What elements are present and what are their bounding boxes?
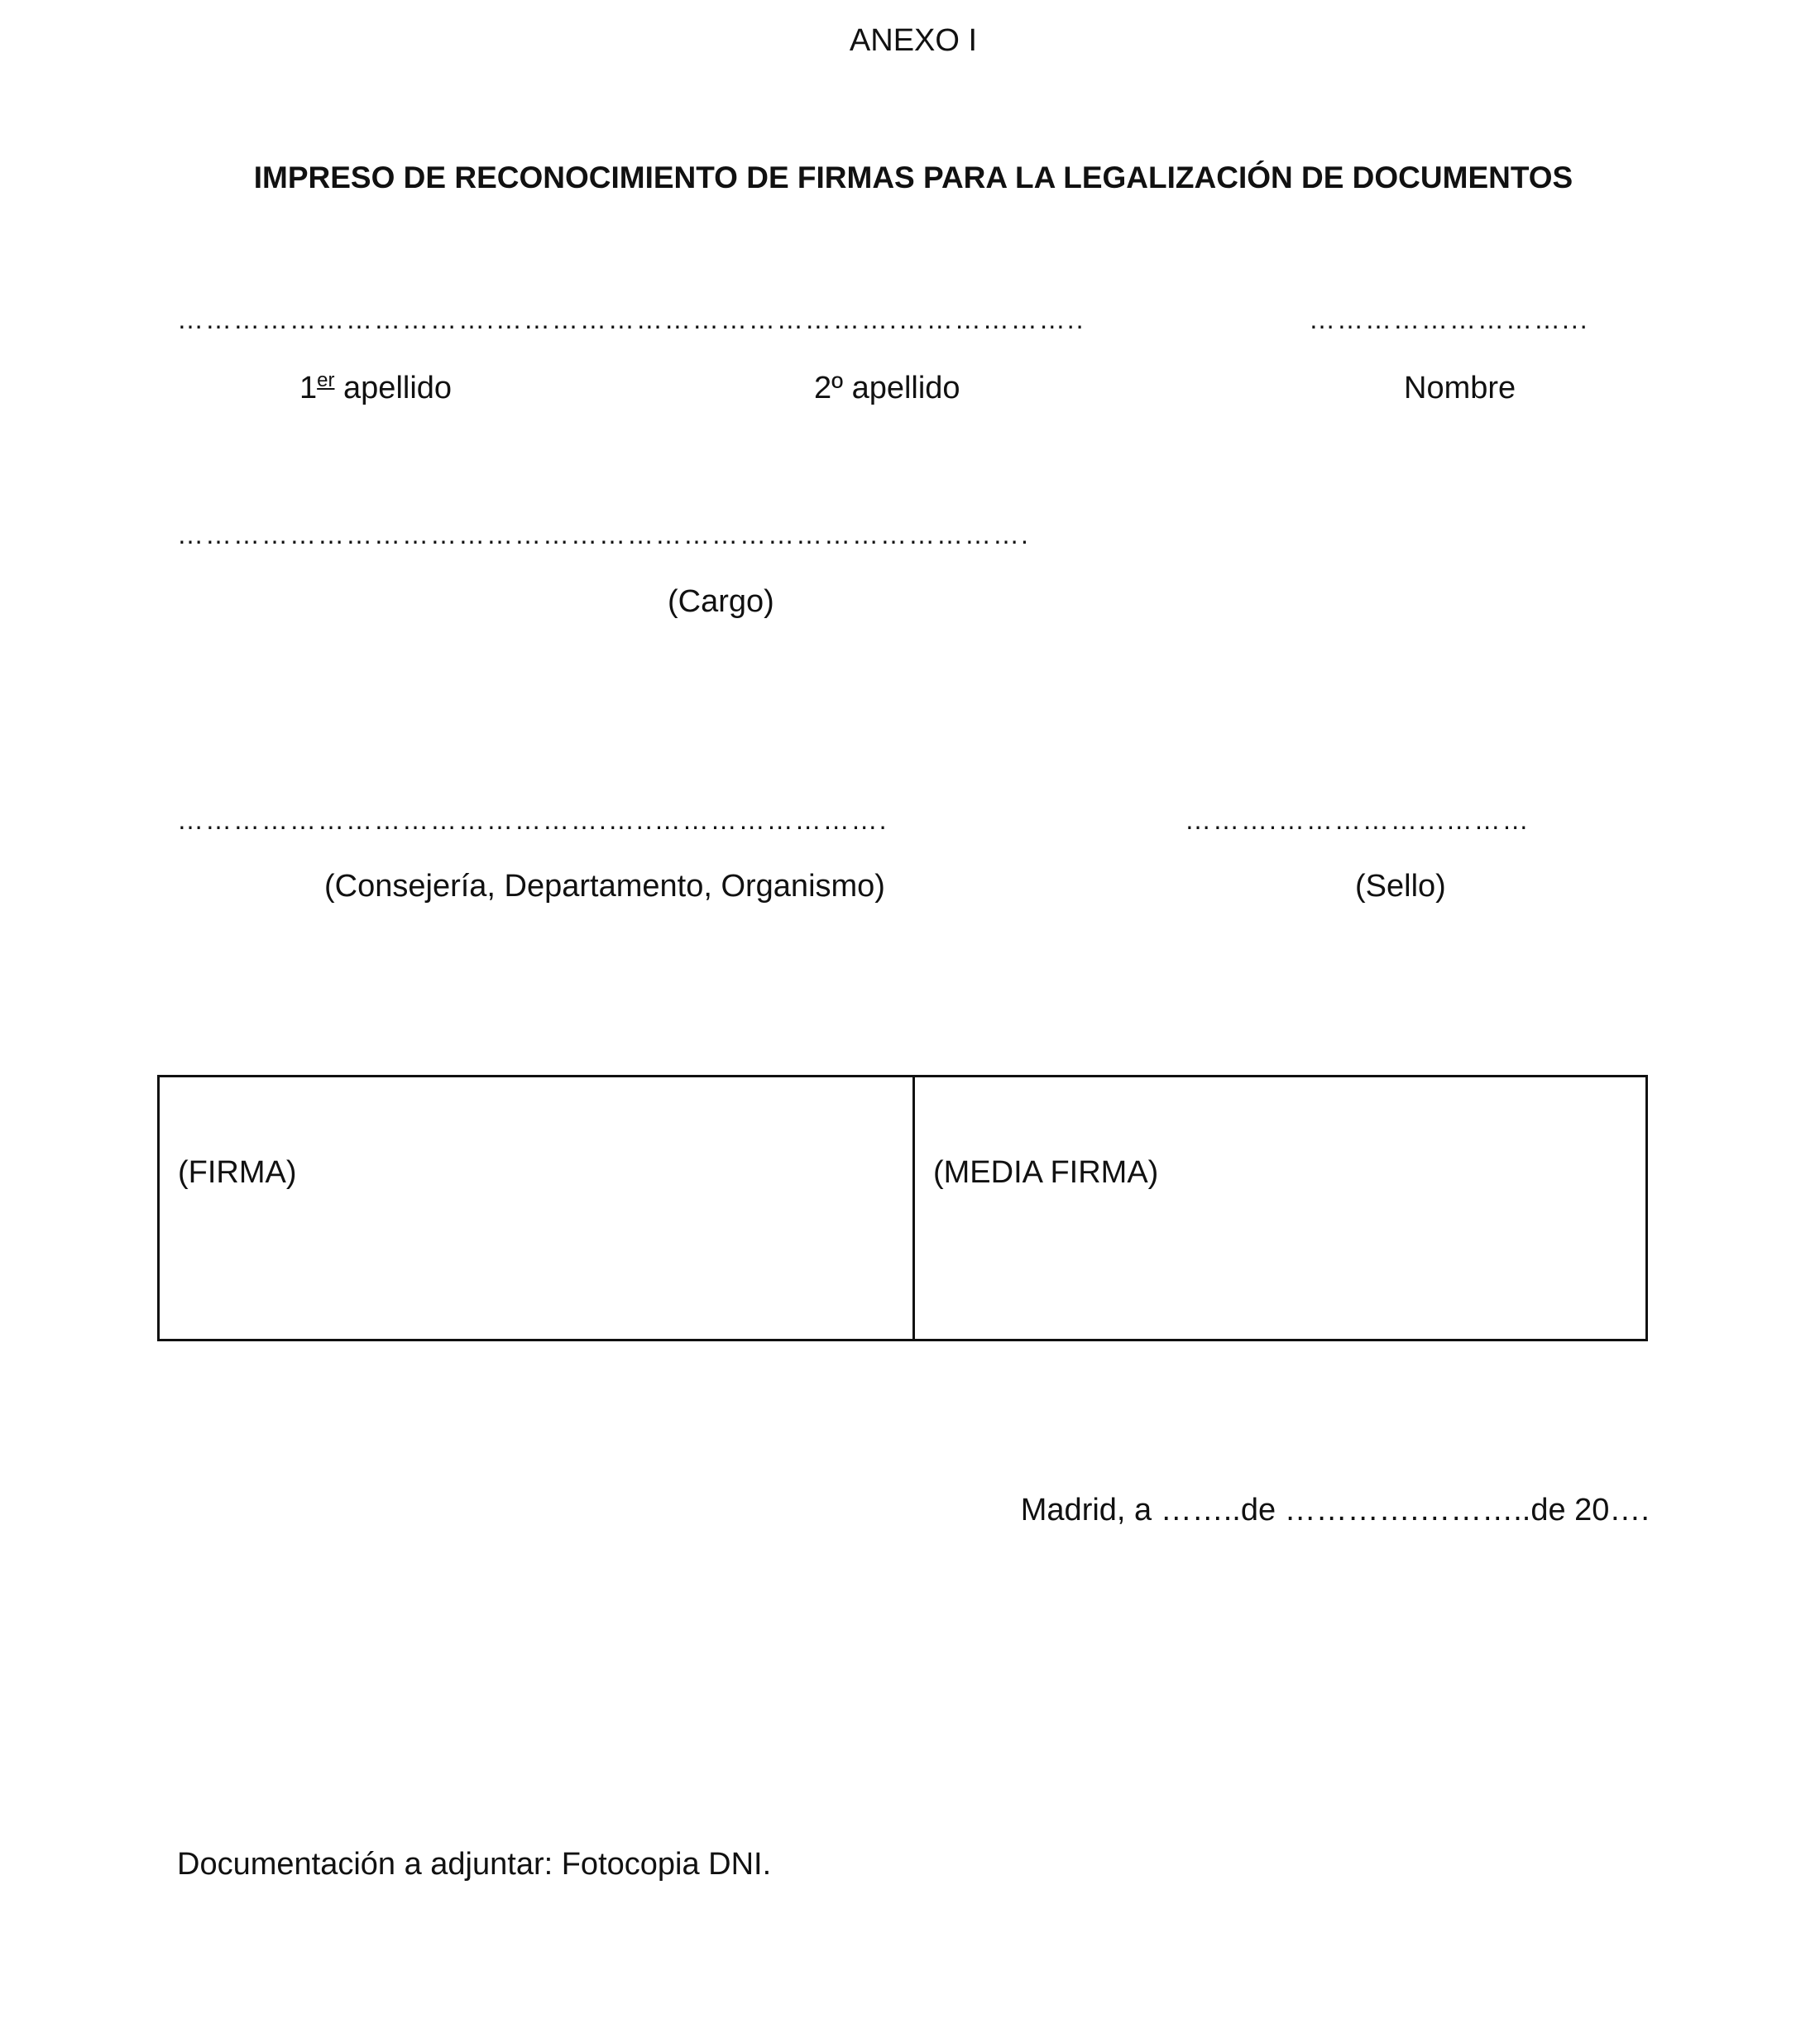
signature-label: (FIRMA)	[178, 1155, 297, 1190]
position-label: (Cargo)	[668, 584, 774, 619]
seal-dotted-line: ……….……………...………	[1185, 807, 1530, 833]
first-surname-prefix: 1	[299, 371, 318, 405]
attachments-note: Documentación a adjuntar: Fotocopia DNI.	[177, 1847, 772, 1882]
half-signature-cell	[915, 1077, 1645, 1339]
place-date-line: Madrid, a ……..de ………….………..de 20….	[1020, 1493, 1650, 1527]
form-title: IMPRESO DE RECONOCIMIENTO DE FIRMAS PARA LA LEGALIZACIÓN DE DOCUMENTOS	[253, 161, 1573, 194]
signature-box	[157, 1075, 1648, 1341]
department-dotted-line: ……………………………………….…..…………………….	[177, 807, 888, 833]
half-signature-label: (MEDIA FIRMA)	[933, 1155, 1159, 1190]
signature-cell	[160, 1077, 915, 1339]
first-surname-suffix: apellido	[334, 371, 453, 405]
name-dotted-line: ………………………...	[1309, 306, 1589, 333]
surnames-dotted-line: …………………………….…………………………………….………………..	[177, 306, 1085, 333]
name-label: Nombre	[1404, 371, 1516, 405]
annex-heading: ANEXO I	[849, 23, 978, 58]
second-surname-label: 2º apellido	[814, 371, 960, 405]
department-label: (Consejería, Departamento, Organismo)	[324, 869, 885, 904]
first-surname-superscript: er	[317, 369, 335, 391]
first-surname-label	[299, 369, 453, 405]
seal-label: (Sello)	[1355, 869, 1446, 904]
position-dotted-line: ……………………………………………………………………………….	[177, 521, 1030, 548]
